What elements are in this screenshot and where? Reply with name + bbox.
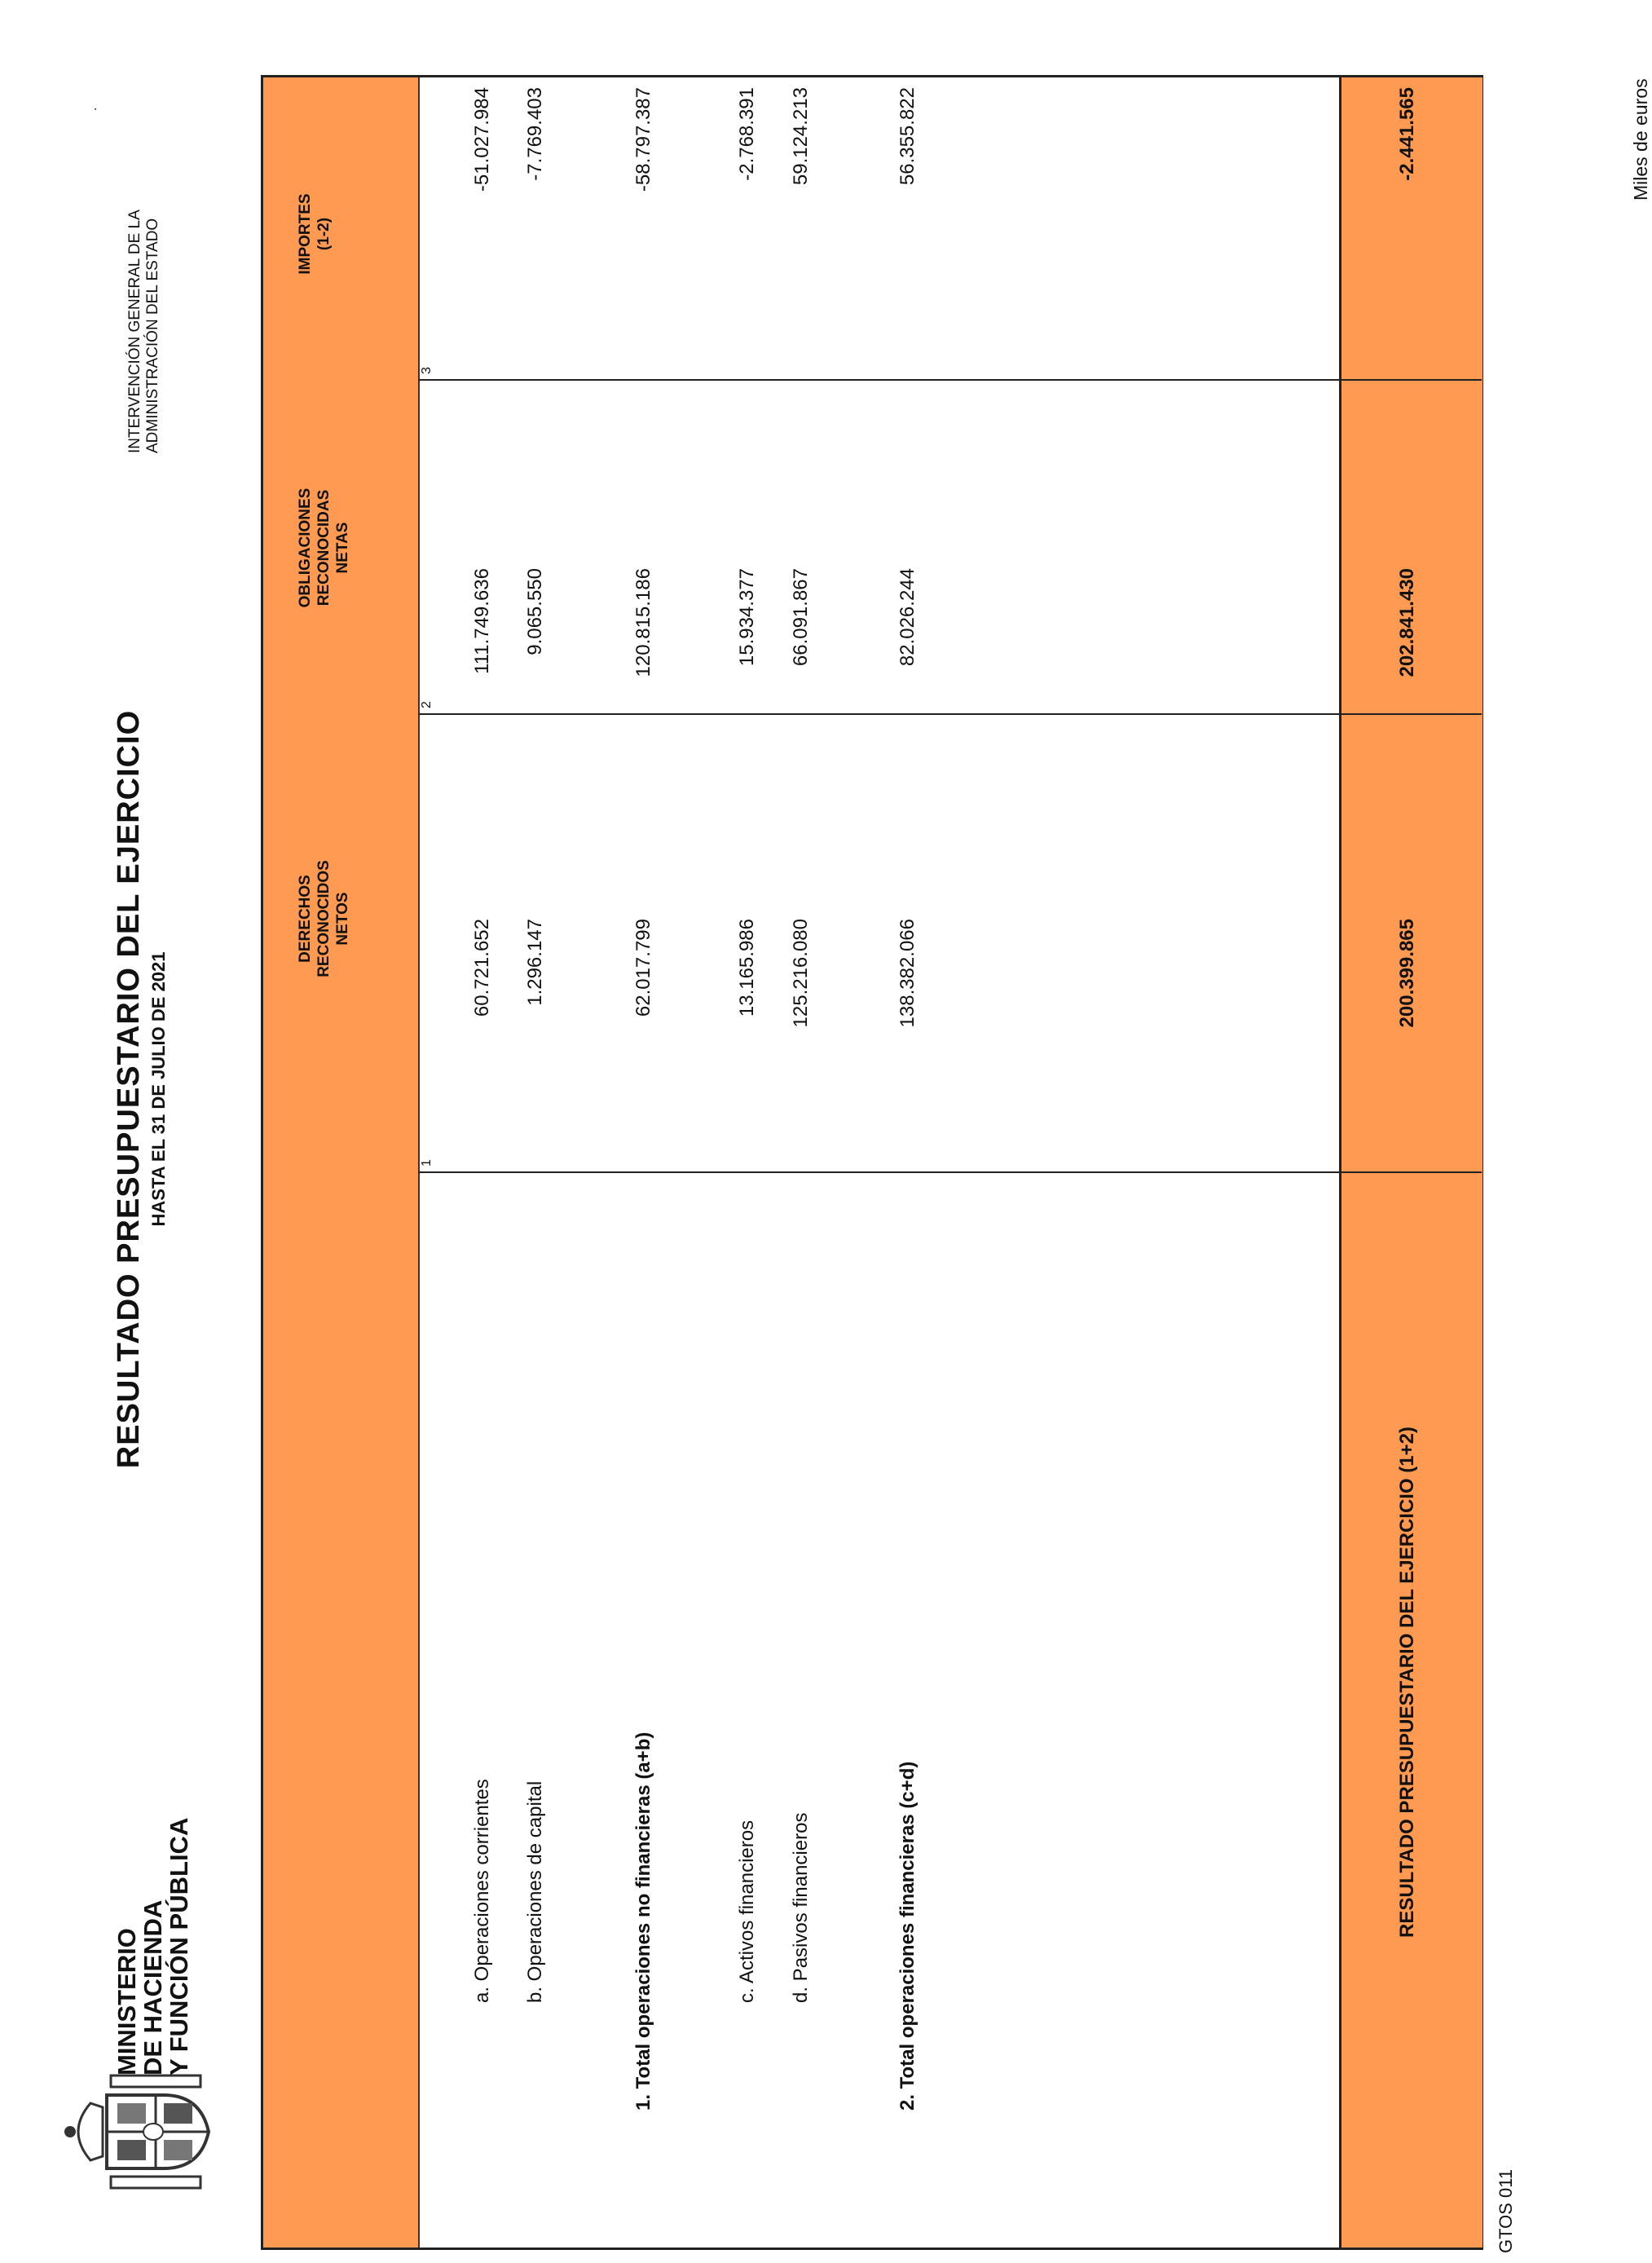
- column-header-obligaciones: OBLIGACIONES RECONOCIDAS NETAS: [297, 487, 351, 608]
- column-header-importes: IMPORTES (1-2): [297, 193, 333, 275]
- column-number-3: 3: [420, 367, 434, 374]
- row-label-activos-financieros: c. Activos financieros: [736, 1820, 758, 2003]
- cell-importes: 56.355.822: [896, 87, 919, 186]
- row-label-total-no-financieras: 1. Total operaciones no financieras (a+b): [632, 1731, 654, 2111]
- ministry-line-1: MINISTERIO: [112, 1928, 141, 2076]
- cell-obligaciones: 15.934.377: [736, 568, 758, 667]
- cell-importes: -58.797.387: [632, 87, 654, 192]
- form-code: GTOS 011: [1496, 2168, 1516, 2253]
- row-label-pasivos-financieros: d. Pasivos financieros: [790, 1812, 812, 2003]
- ministry-line-3: Y FUNCIÓN PÚBLICA: [165, 1817, 193, 2076]
- cell-obligaciones: 9.065.550: [524, 568, 546, 655]
- row-label-total-financieras: 2. Total operaciones financieras (c+d): [896, 1761, 919, 2111]
- row-label-operaciones-capital: b. Operaciones de capital: [524, 1780, 546, 2003]
- agency-name: [126, 210, 162, 453]
- cell-obligaciones: 66.091.867: [790, 568, 812, 667]
- cell-obligaciones: 82.026.244: [896, 568, 919, 667]
- cell-importes: -2.768.391: [736, 87, 758, 181]
- cell-obligaciones: 111.749.636: [471, 568, 493, 674]
- cell-derechos: 138.382.066: [896, 919, 919, 1028]
- corner-mark: .: [86, 107, 99, 111]
- separator-label: [418, 1171, 1339, 1173]
- agency-line-1: INTERVENCIÓN GENERAL DE LA: [126, 210, 143, 453]
- column-number-1: 1: [420, 1159, 434, 1167]
- separator-label-total: [1339, 1171, 1482, 1173]
- cell-derechos: 13.165.986: [736, 919, 758, 1017]
- total-importes: -2.441.565: [1396, 87, 1418, 181]
- page-subtitle: HASTA EL 31 DE JULIO DE 2021: [148, 951, 169, 1227]
- row-label-operaciones-corrientes: a. Operaciones corrientes: [471, 1779, 493, 2003]
- cell-derechos: 1.296.147: [524, 919, 546, 1006]
- cell-derechos: 60.721.652: [471, 919, 493, 1017]
- units-label: Miles de euros: [1630, 78, 1651, 201]
- cell-importes: -7.769.403: [524, 87, 546, 181]
- separator-col-2: [418, 379, 1482, 381]
- page-title: RESULTADO PRESUPUESTARIO DEL EJERCICIO: [112, 709, 146, 1469]
- document-title: [112, 682, 170, 1497]
- cell-importes: 59.124.213: [790, 87, 812, 186]
- agency-line-2: ADMINISTRACIÓN DEL ESTADO: [144, 218, 161, 453]
- ministry-line-2: DE HACIENDA: [139, 1899, 167, 2076]
- budget-result-table: [261, 75, 1483, 2250]
- separator-col-1: [418, 713, 1482, 715]
- total-obligaciones: 202.841.430: [1396, 568, 1418, 677]
- cell-derechos: 62.017.799: [632, 919, 654, 1017]
- ministry-name: [114, 1818, 192, 2076]
- cell-derechos: 125.216.080: [790, 919, 812, 1028]
- cell-importes: -51.027.984: [471, 87, 493, 192]
- column-number-2: 2: [420, 701, 434, 708]
- total-derechos: 200.399.865: [1396, 919, 1418, 1028]
- coat-of-arms-icon: [54, 2071, 217, 2193]
- cell-obligaciones: 120.815.186: [632, 568, 654, 677]
- column-header-derechos: DERECHOS RECONOCIDOS NETOS: [297, 860, 351, 977]
- total-row-label: RESULTADO PRESUPUESTARIO DEL EJERCICIO (1+2): [1396, 1427, 1418, 1938]
